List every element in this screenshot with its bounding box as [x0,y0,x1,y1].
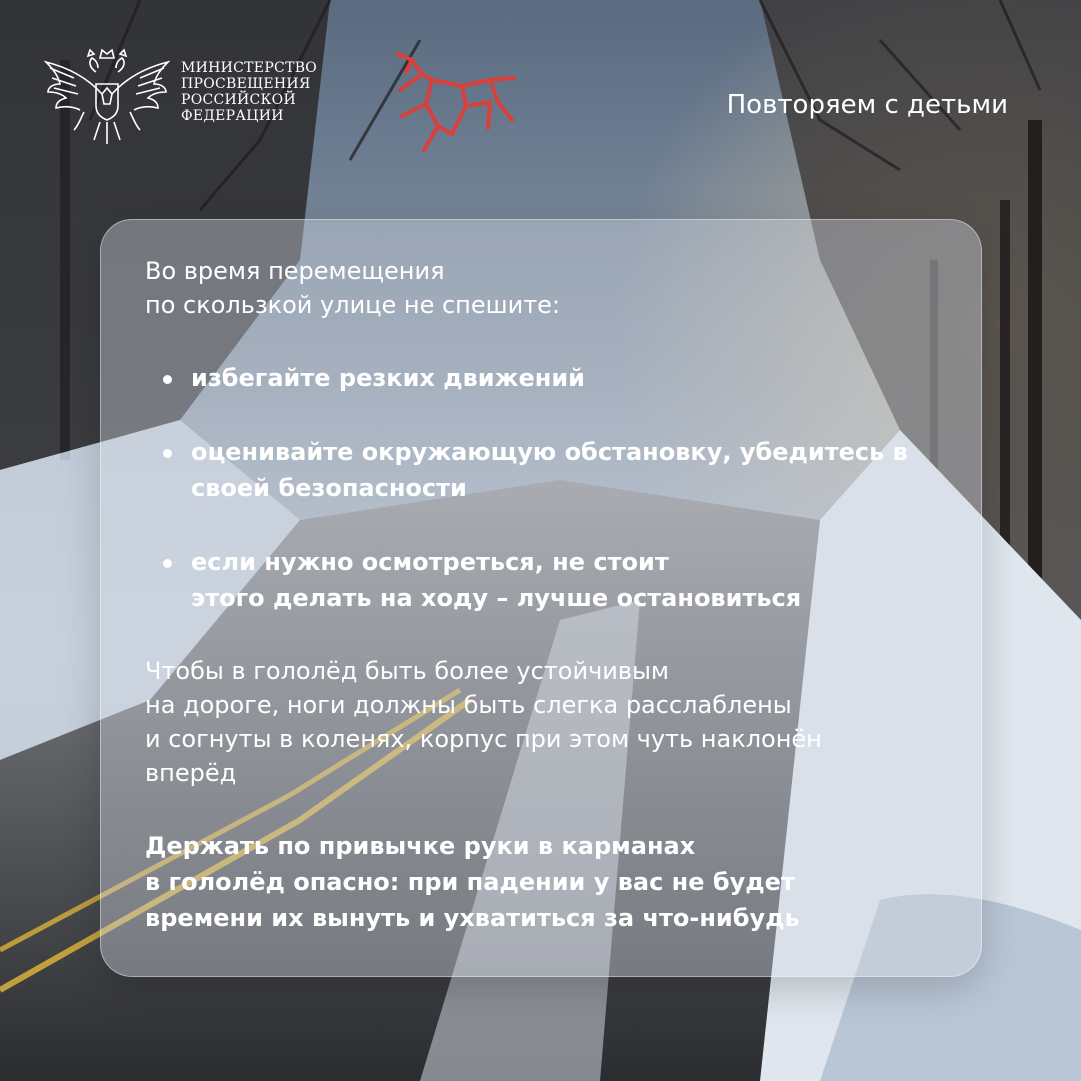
advice-line: Чтобы в гололёд быть более устойчивым [145,657,670,685]
red-horse-logo-icon [392,50,522,158]
stability-advice [145,654,965,790]
tip-text: избегайте резких движений [191,364,585,392]
header [0,0,1081,170]
ministry-name-line: ФЕДЕРАЦИИ [181,108,284,124]
tip-text: оценивайте окружающую обстановку, убедитесь в [191,438,908,466]
bullet-dot-icon [163,375,172,384]
info-card [100,219,982,977]
warning-line: в гололёд опасно: при падении у вас не будет [145,868,795,896]
bullet-dot-icon [163,559,172,568]
tip-item [145,360,965,396]
bullet-dot-icon [163,449,172,458]
advice-line: и согнуты в коленях, корпус при этом чуть наклонён [145,725,822,753]
advice-line: на дороге, ноги должны быть слегка расслаблены [145,691,792,719]
ministry-name-line: РОССИЙСКОЙ [181,92,296,108]
intro-text [145,254,965,322]
info-card-content [145,254,965,936]
tip-item [145,434,965,506]
page-tagline: Повторяем с детьми [726,90,1008,120]
intro-line: Во время перемещения [145,257,445,285]
tip-item [145,544,965,616]
tips-list [145,360,965,616]
double-headed-eagle-emblem-icon [44,44,170,150]
tip-text: если нужно осмотреться, не стоит [191,548,669,576]
warning-line: времени их вынуть и ухватиться за что-нибудь [145,904,800,932]
warning-line: Держать по привычке руки в карманах [145,832,696,860]
hands-warning [145,828,965,936]
advice-line: вперёд [145,759,237,787]
intro-line: по скользкой улице не спешите: [145,291,561,319]
tip-text: этого делать на ходу – лучше остановиться [191,584,802,612]
ministry-name [181,60,317,124]
ministry-name-line: ПРОСВЕЩЕНИЯ [181,76,311,92]
tip-text: своей безопасности [191,474,467,502]
ministry-name-line: МИНИСТЕРСТВО [181,60,318,76]
